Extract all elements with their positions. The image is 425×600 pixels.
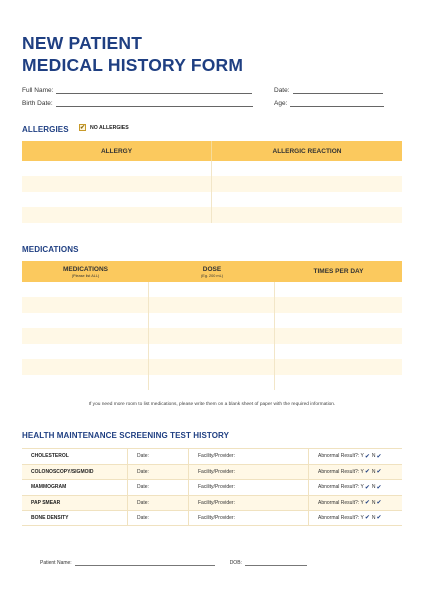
check-icon: ✔	[364, 453, 370, 460]
check-icon: ✔	[364, 515, 370, 522]
no-allergies-checkbox[interactable]	[79, 124, 86, 131]
medication-row[interactable]	[22, 297, 402, 313]
yes-option[interactable]: Y	[360, 499, 364, 506]
check-icon: ✔	[364, 484, 370, 491]
allergy-row[interactable]	[22, 161, 402, 176]
full-name-field[interactable]	[22, 87, 252, 94]
medications-section-title: MEDICATIONS	[22, 245, 79, 254]
reaction-column-header: ALLERGIC REACTION	[272, 147, 342, 155]
screening-table	[22, 448, 402, 526]
test-date-field[interactable]: Date:	[128, 496, 189, 511]
test-facility-field[interactable]: Facility/Provider:	[189, 480, 309, 495]
dose-column-header: DOSE (Eg. 200 mL)	[201, 265, 223, 278]
patient-name-label: Patient Name:	[40, 560, 72, 566]
no-option[interactable]: N	[371, 468, 376, 475]
form-title	[22, 32, 243, 76]
age-line[interactable]	[290, 100, 384, 107]
patient-name-line[interactable]	[75, 561, 215, 566]
abnormal-result-field[interactable]	[309, 465, 402, 480]
full-name-line[interactable]	[56, 87, 252, 94]
check-icon: ✔	[376, 453, 382, 460]
medications-table	[22, 261, 402, 390]
abnormal-result-field[interactable]	[309, 511, 402, 525]
allergies-section-title: ALLERGIES	[22, 125, 69, 134]
check-icon: ✔	[376, 484, 382, 491]
dob-label: DOB:	[229, 560, 242, 566]
screening-section-title: HEALTH MAINTENANCE SCREENING TEST HISTORY	[22, 431, 230, 440]
full-name-label: Full Name:	[22, 87, 54, 94]
no-option[interactable]: N	[371, 499, 376, 506]
no-option[interactable]: N	[371, 514, 376, 521]
test-facility-field[interactable]: Facility/Provider:	[189, 465, 309, 480]
test-date-field[interactable]: Date:	[128, 480, 189, 495]
medications-column-header: MEDICATIONS (Please list ALL)	[62, 265, 109, 278]
abnormal-result-label: Abnormal Result?:	[318, 514, 360, 521]
abnormal-result-label: Abnormal Result?:	[318, 499, 360, 506]
test-date-field[interactable]: Date:	[128, 449, 189, 464]
footer	[40, 560, 307, 566]
medication-row[interactable]	[22, 328, 402, 344]
birth-date-field[interactable]	[22, 100, 253, 107]
date-line[interactable]	[293, 87, 383, 94]
medications-table-header	[22, 261, 402, 282]
dob-line[interactable]	[245, 561, 307, 566]
yes-option[interactable]: Y	[360, 453, 364, 460]
test-name: MAMMOGRAM	[22, 480, 128, 495]
screening-row-mammogram[interactable]	[22, 479, 402, 495]
allergy-row[interactable]	[22, 176, 402, 192]
check-icon: ✔	[376, 515, 382, 522]
screening-row-colonoscopy[interactable]	[22, 464, 402, 480]
abnormal-result-field[interactable]	[309, 480, 402, 495]
no-allergies-label: NO ALLERGIES	[90, 124, 129, 131]
age-field[interactable]	[274, 100, 384, 107]
test-date-field[interactable]: Date:	[128, 511, 189, 525]
medication-row[interactable]	[22, 313, 402, 328]
date-field[interactable]	[274, 87, 383, 94]
screening-row-bone-density[interactable]	[22, 510, 402, 526]
check-icon: ✔	[376, 500, 382, 507]
abnormal-result-label: Abnormal Result?:	[318, 468, 360, 475]
abnormal-result-label: Abnormal Result?:	[318, 484, 360, 491]
age-label: Age:	[274, 100, 288, 107]
abnormal-result-field[interactable]	[309, 449, 402, 464]
test-date-field[interactable]: Date:	[128, 465, 189, 480]
no-allergies-option[interactable]	[79, 124, 129, 131]
form-title-line-1: NEW PATIENT	[22, 33, 143, 53]
test-facility-field[interactable]: Facility/Provider:	[189, 511, 309, 525]
check-icon: ✔	[364, 469, 370, 476]
check-icon: ✔	[364, 500, 370, 507]
screening-row-cholesterol[interactable]	[22, 448, 402, 464]
date-label: Date:	[274, 87, 290, 94]
form-title-line-2: MEDICAL HISTORY FORM	[22, 55, 244, 75]
allergy-row[interactable]	[22, 207, 402, 223]
abnormal-result-label: Abnormal Result?:	[318, 453, 360, 460]
test-facility-field[interactable]: Facility/Provider:	[189, 449, 309, 464]
test-name: CHOLESTEROL	[22, 449, 128, 464]
medication-row[interactable]	[22, 282, 402, 297]
times-per-day-column-header: TIMES PER DAY	[313, 268, 364, 275]
birth-date-label: Birth Date:	[22, 100, 53, 107]
birth-date-line[interactable]	[56, 100, 253, 107]
allergies-table-header	[22, 141, 402, 161]
test-name: BONE DENSITY	[22, 511, 128, 525]
test-facility-field[interactable]: Facility/Provider:	[189, 496, 309, 511]
check-icon: ✔	[79, 124, 86, 131]
screening-row-pap-smear[interactable]	[22, 495, 402, 511]
yes-option[interactable]: Y	[360, 484, 364, 491]
medications-note: If you need more room to list medications, please write them on a blank sheet of paper with the required information.	[88, 402, 336, 407]
no-option[interactable]: N	[371, 453, 376, 460]
allergy-row[interactable]	[22, 192, 402, 207]
medication-row[interactable]	[22, 375, 402, 390]
medication-row[interactable]	[22, 344, 402, 359]
yes-option[interactable]: Y	[360, 468, 364, 475]
allergies-table	[22, 141, 402, 223]
check-icon: ✔	[376, 469, 382, 476]
medication-row[interactable]	[22, 359, 402, 375]
test-name: PAP SMEAR	[22, 496, 128, 511]
test-name: COLONOSCOPY/SIGMOID	[22, 465, 128, 480]
abnormal-result-field[interactable]	[309, 496, 402, 511]
no-option[interactable]: N	[371, 484, 376, 491]
yes-option[interactable]: Y	[360, 514, 364, 521]
allergy-column-header: ALLERGY	[22, 141, 212, 161]
